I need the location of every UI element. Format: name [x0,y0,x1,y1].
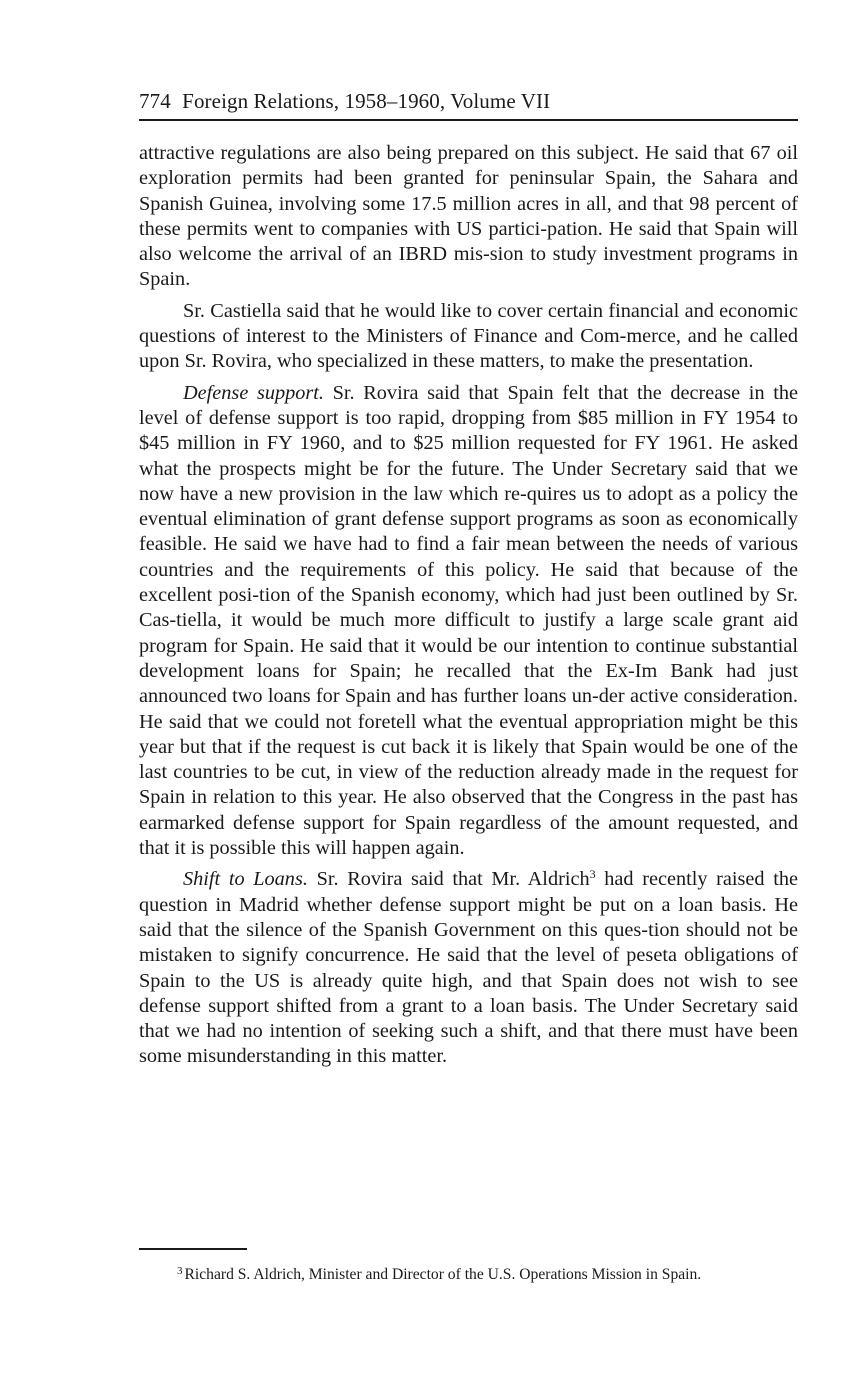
footnote-marker: 3 [177,1265,183,1277]
footnote-reference: 3 [589,867,596,882]
paragraph-continuation: attractive regulations are also being prepared on this subject. He said that 67 oil exploration permits had been granted for peninsular Spain, the Sahara and Spanish Guinea, involving some 17.5 million acres in all, and that 98 percent of these permits went to companies with US partici-pation. He said that Spain will also welcome the arrival of an IBRD mis-sion to study investment programs in Spain. [139,142,798,291]
volume-title: Foreign Relations, 1958–1960, Volume VII [182,89,551,113]
paragraph-shift-to-loans-text-b: had recently raised the question in Madrid whether defense support might be put on a loan basis. He said that the silence of the Spanish Government on this ques-tion should not be mistaken to signify concurrence. He said that the level of peseta obligations of Spain to the US is already quite high, and that Spain does not wish to see defense support shifted from a grant to a loan basis. The Under Secretary said that we had no intention of seeking such a shift, and that there must have been some misunderstanding in this matter. [139,868,798,1068]
footnote-text: Richard S. Aldrich, Minister and Director of the U.S. Operations Mission in Spain. [184,1266,702,1283]
running-head [139,86,798,116]
header-rule [139,119,798,121]
section-heading-defense-support: Defense support. [183,381,325,404]
paragraph-shift-to-loans [139,867,798,1069]
section-heading-shift-to-loans: Shift to Loans. [183,868,308,891]
body-text [139,141,798,1070]
paragraph-defense-support-text: Sr. Rovira said that Spain felt that the decrease in the level of defense support is too rapid, dropping from $85 million in FY 1954 to $45 million in FY 1960, and to $25 million requested for FY 1961. He asked what the prospects might be for the future. The Under Secretary said that we now have a new provision in the law which re-quires us to adopt as a policy the eventual elimination of grant defense support programs as soon as economically feasible. He said we have had to find a fair mean between the needs of various countries and the requirements of this policy. He said that because of the excellent posi-tion of the Spanish economy, which had just been outlined by Sr. Cas-tiella, it would be much more difficult to justify a large scale grant aid program for Spain. He said that it would be our intention to continue substantial development loans for Spain; he recalled that the Ex-Im Bank had just announced two loans for Spain and has further loans un-der active consideration. He said that we could not foretell what the eventual appropriation might be this year but that if the request is cut back it is likely that Spain would be one of the last countries to be cut, in view of the reduction already made in the request for Spain in relation to this year. He also observed that the Congress in the past has earmarked defense support for Spain regardless of the amount requested, and that it is possible this will happen again. [139,381,798,860]
page-number: 774 [139,89,171,113]
paragraph-defense-support [139,381,798,862]
footnote [177,1264,798,1286]
footnote-rule [139,1248,247,1250]
paragraph-castiella: Sr. Castiella said that he would like to cover certain financial and economic questions of interest to the Ministers of Finance and Com-merce, and he called upon Sr. Rovira, who specialized in these matters, to make the presentation. [139,299,798,373]
paragraph-shift-to-loans-text-a: Sr. Rovira said that Mr. Aldrich [307,868,590,891]
